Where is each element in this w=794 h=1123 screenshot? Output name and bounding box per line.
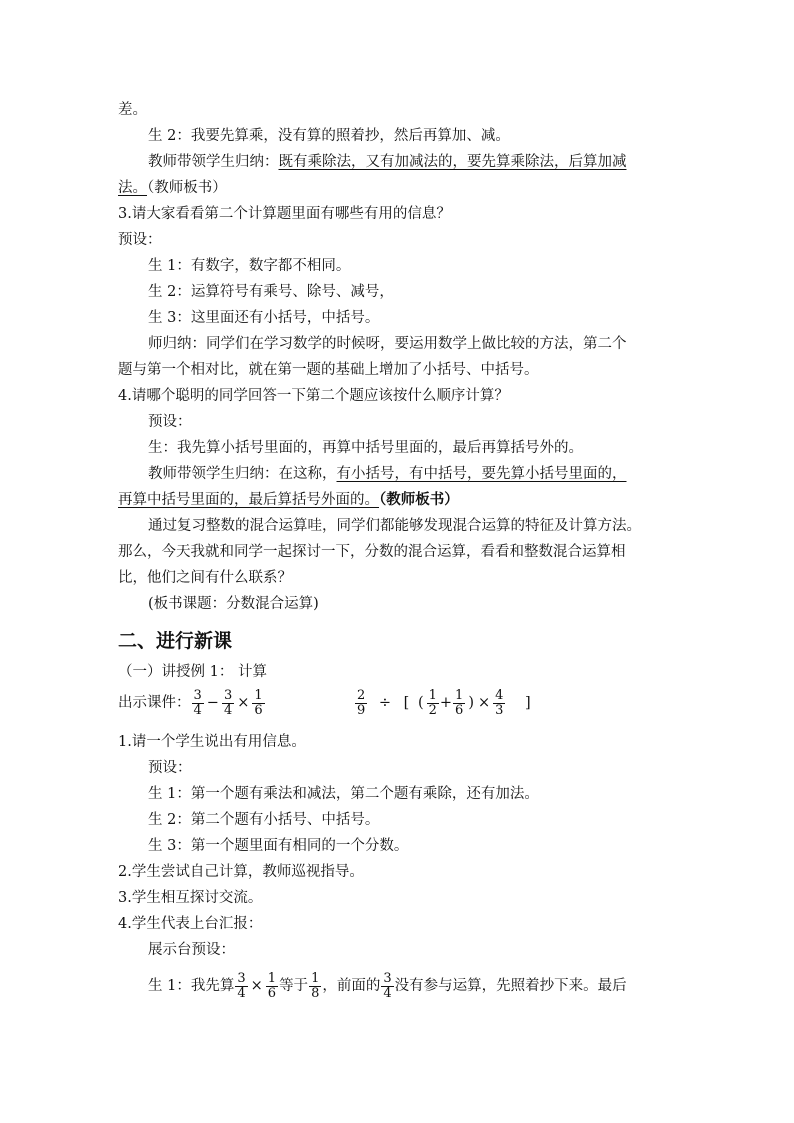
text-segment: 教师带领学生归纳：在这称， (148, 466, 337, 482)
fraction: $\frac{3}{4}$ (193, 687, 202, 718)
text-line: 生：我先算小括号里面的，再算中括号里面的，最后再算括号外的。 (148, 440, 583, 456)
text-line: 1.请一个学生说出有用信息。 (118, 734, 306, 750)
board-note: （教师板书） (147, 180, 227, 196)
text-line: 题与第一个相对比，就在第一题的基础上增加了小括号、中括号。 (118, 362, 539, 378)
text-line: 师归纳：同学们在学习数学的时候呀，要运用数学上做比较的方法，第二个 (148, 336, 627, 352)
text-line: 生 2：我要先算乘，没有算的照着抄，然后再算加、减。 (148, 128, 510, 144)
text-line: 2.学生尝试自己计算，教师巡视指导。 (118, 864, 364, 880)
fraction: $\frac{1}{6}$ (267, 970, 277, 1001)
text-line: 通过复习整数的混合运算哇，同学们都能够发现混合运算的特征及计算方法。 (148, 518, 641, 534)
underlined-conclusion: 既有乘除法，又有加减法的，要先算乘除法，后算加减 (278, 154, 627, 170)
expression-1: $\frac{3}{4}$ − $\frac{3}{4}$ × $\frac{1}{6}$ (193, 687, 263, 718)
underlined-conclusion: 再算中括号里面的，最后算括号外面的。 (118, 492, 379, 508)
text-line: 差。 (118, 102, 147, 118)
text-line: 3.学生相互探讨交流。 (118, 890, 263, 906)
expression-2: $\frac{2}{9}$ ÷ [ ( $\frac{1}{2}$ + $\frac{1}{6}$ ) × $\frac{4}{3}$ ] (357, 687, 531, 718)
fraction: $\frac{1}{2}$ (428, 687, 437, 718)
fraction: $\frac{3}{4}$ (237, 970, 246, 1001)
text-line (118, 490, 459, 510)
text-line: 3.请大家看看第二个计算题里面有哪些有用的信息？ (118, 206, 451, 222)
text-line: (板书课题：分数混合运算) (148, 596, 319, 612)
fraction: $\frac{1}{8}$ (311, 970, 320, 1001)
text-line: 生 1：第一个题有乘法和减法，第二个题有乘除，还有加法。 (148, 786, 539, 802)
text-line: 生 3：第一个题里面有相同的一个分数。 (148, 838, 409, 854)
text-line: 生 1：我先算 $\frac{3}{4}$ × $\frac{1}{6}$ 等于 $\frac{1}{8}$ ，前面的 $\frac{3}{4}$ 没有参与运算，先照着抄下来。最后 (148, 970, 627, 1001)
fraction: $\frac{3}{4}$ (223, 687, 233, 718)
fraction: $\frac{2}{9}$ (357, 687, 366, 718)
fraction: $\frac{1}{6}$ (455, 687, 464, 718)
text-segment: 等于 (279, 978, 309, 994)
text-line: 4.请哪个聪明的同学回答一下第二个题应该按什么顺序计算？ (118, 388, 509, 404)
text-segment: ，前面的 (322, 978, 381, 994)
text-line (148, 464, 627, 484)
board-note: （教师板书） (379, 491, 459, 508)
text-segment: 没有参与运算，先照着抄下来。最后 (394, 978, 627, 994)
text-line: 比，他们之间有什么联系？ (118, 570, 292, 586)
text-line (148, 152, 627, 172)
text-segment: 教师带领学生归纳： (148, 154, 279, 170)
underlined-conclusion: 法。 (118, 180, 147, 196)
text-line: 4.学生代表上台汇报： (118, 916, 263, 932)
text-line: （一）讲授例 1： 计算 (118, 664, 267, 680)
text-line (118, 178, 227, 198)
text-line: 生 2：运算符号有乘号、除号、减号， (148, 284, 394, 300)
fraction: $\frac{3}{4}$ (383, 970, 392, 1001)
text-line: 生 3：这里面还有小括号，中括号。 (148, 310, 380, 326)
section-heading: 二、进行新课 (118, 630, 233, 652)
text-line: 生 2：第二个题有小括号、中括号。 (148, 812, 380, 828)
text-segment: 生 1：我先算 (148, 978, 235, 994)
underlined-conclusion: 有小括号，有中括号，要先算小括号里面的， (336, 466, 627, 482)
fraction: $\frac{1}{6}$ (254, 687, 263, 718)
text-line: 预设： (148, 760, 192, 776)
text-line: 预设： (148, 414, 192, 430)
text-segment: 出示课件： (118, 695, 191, 711)
text-line: 展示台预设： (148, 942, 235, 958)
text-line: 那么，今天我就和同学一起探讨一下，分数的混合运算，看看和整数混合运算相 (118, 544, 626, 560)
text-line: 生 1：有数字，数字都不相同。 (148, 258, 351, 274)
text-line: 预设： (118, 232, 162, 248)
courseware-line (118, 686, 266, 720)
fraction: $\frac{4}{3}$ (495, 687, 504, 718)
